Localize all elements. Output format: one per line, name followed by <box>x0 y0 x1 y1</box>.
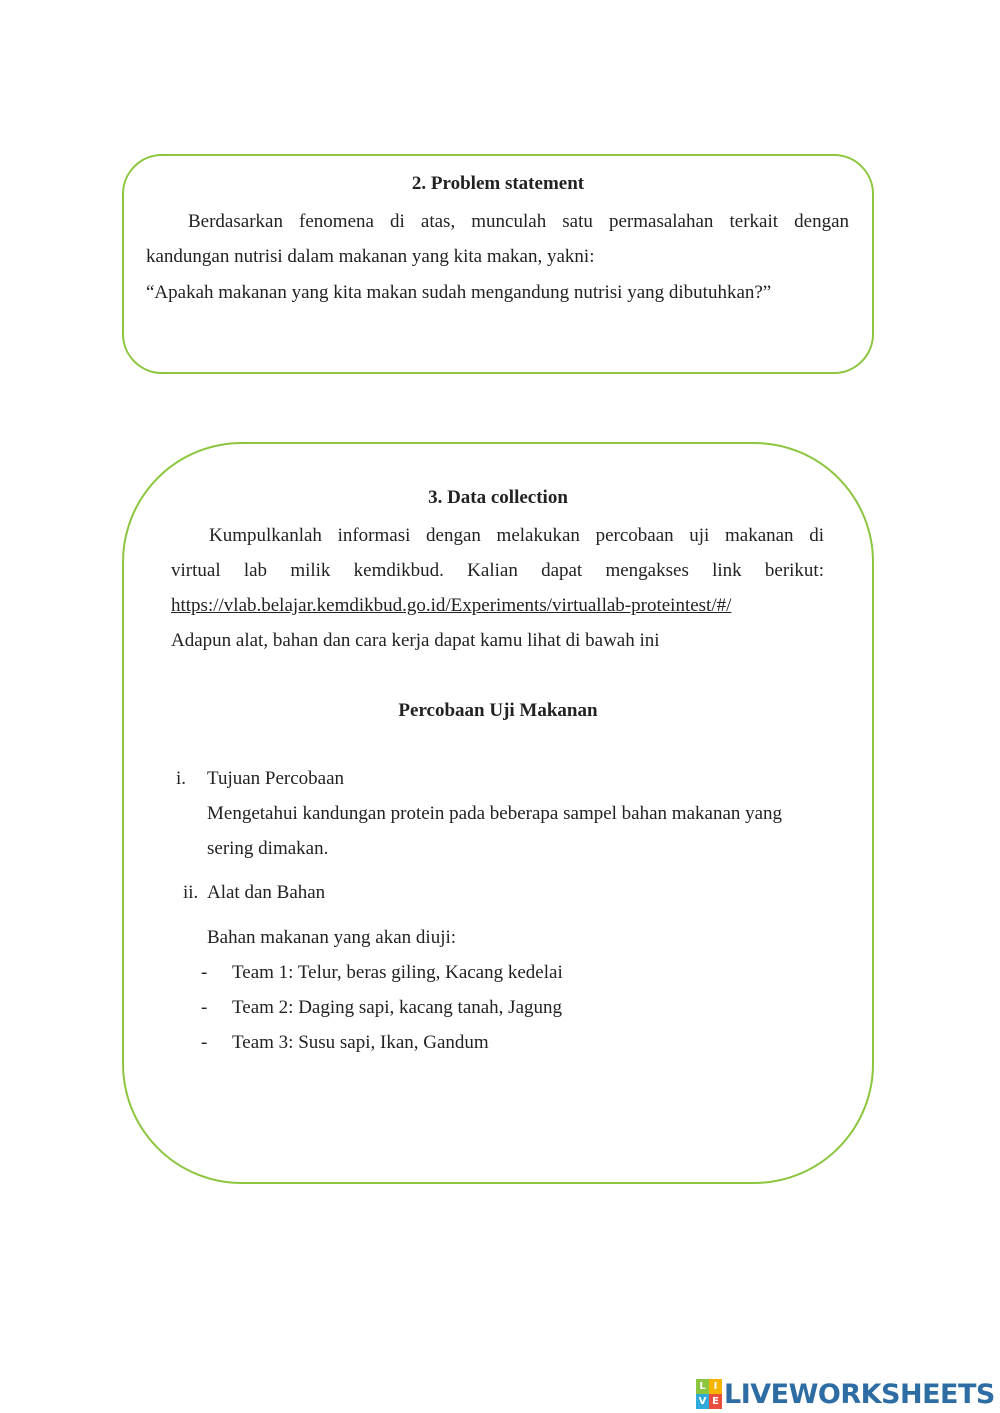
data-paragraph-line-1: Kumpulkanlah informasi dengan melakukan percobaan uji makanan di <box>209 525 824 546</box>
experiment-subheading: Percobaan Uji Makanan <box>398 700 598 721</box>
section-i-numeral: i. <box>176 768 187 789</box>
badge-letter: I <box>709 1379 722 1394</box>
liveworksheets-badge-icon <box>696 1379 722 1409</box>
list-bullet: - <box>201 1032 208 1053</box>
list-bullet: - <box>201 962 208 983</box>
badge-letter: E <box>709 1394 722 1409</box>
virtual-lab-link[interactable]: https://vlab.belajar.kemdikbud.go.id/Experiments/virtuallab-proteintest/#/ <box>171 595 732 616</box>
problem-question: “Apakah makanan yang kita makan sudah mengandung nutrisi yang dibutuhkan?” <box>146 282 772 303</box>
liveworksheets-logo <box>696 1376 995 1412</box>
section-i-title: Tujuan Percobaan <box>207 768 345 789</box>
section-ii-numeral: ii. <box>183 882 199 903</box>
data-paragraph-line-2: virtual lab milik kemdikbud. Kalian dapat mengakses link berikut: <box>171 560 824 581</box>
badge-letter: V <box>696 1394 709 1409</box>
badge-letter: L <box>696 1379 709 1394</box>
liveworksheets-wordmark: LIVEWORKSHEETS <box>724 1378 995 1410</box>
problem-paragraph-line-1: Berdasarkan fenomena di atas, munculah satu permasalahan terkait dengan <box>188 211 849 232</box>
data-collection-heading: 3. Data collection <box>428 487 568 508</box>
list-item-team-1: Team 1: Telur, beras giling, Kacang kedelai <box>232 962 563 983</box>
problem-statement-heading: 2. Problem statement <box>411 173 585 194</box>
data-paragraph-line-4: Adapun alat, bahan dan cara kerja dapat kamu lihat di bawah ini <box>171 630 660 651</box>
section-ii-title: Alat dan Bahan <box>207 882 326 903</box>
section-i-text-line-2: sering dimakan. <box>207 838 329 859</box>
list-bullet: - <box>201 997 208 1018</box>
problem-paragraph-line-2: kandungan nutrisi dalam makanan yang kita makan, yakni: <box>146 246 595 267</box>
list-item-team-3: Team 3: Susu sapi, Ikan, Gandum <box>232 1032 489 1053</box>
section-ii-intro: Bahan makanan yang akan diuji: <box>207 927 457 948</box>
section-i-text-line-1: Mengetahui kandungan protein pada beberapa sampel bahan makanan yang <box>207 803 783 824</box>
list-item-team-2: Team 2: Daging sapi, kacang tanah, Jagung <box>232 997 563 1018</box>
